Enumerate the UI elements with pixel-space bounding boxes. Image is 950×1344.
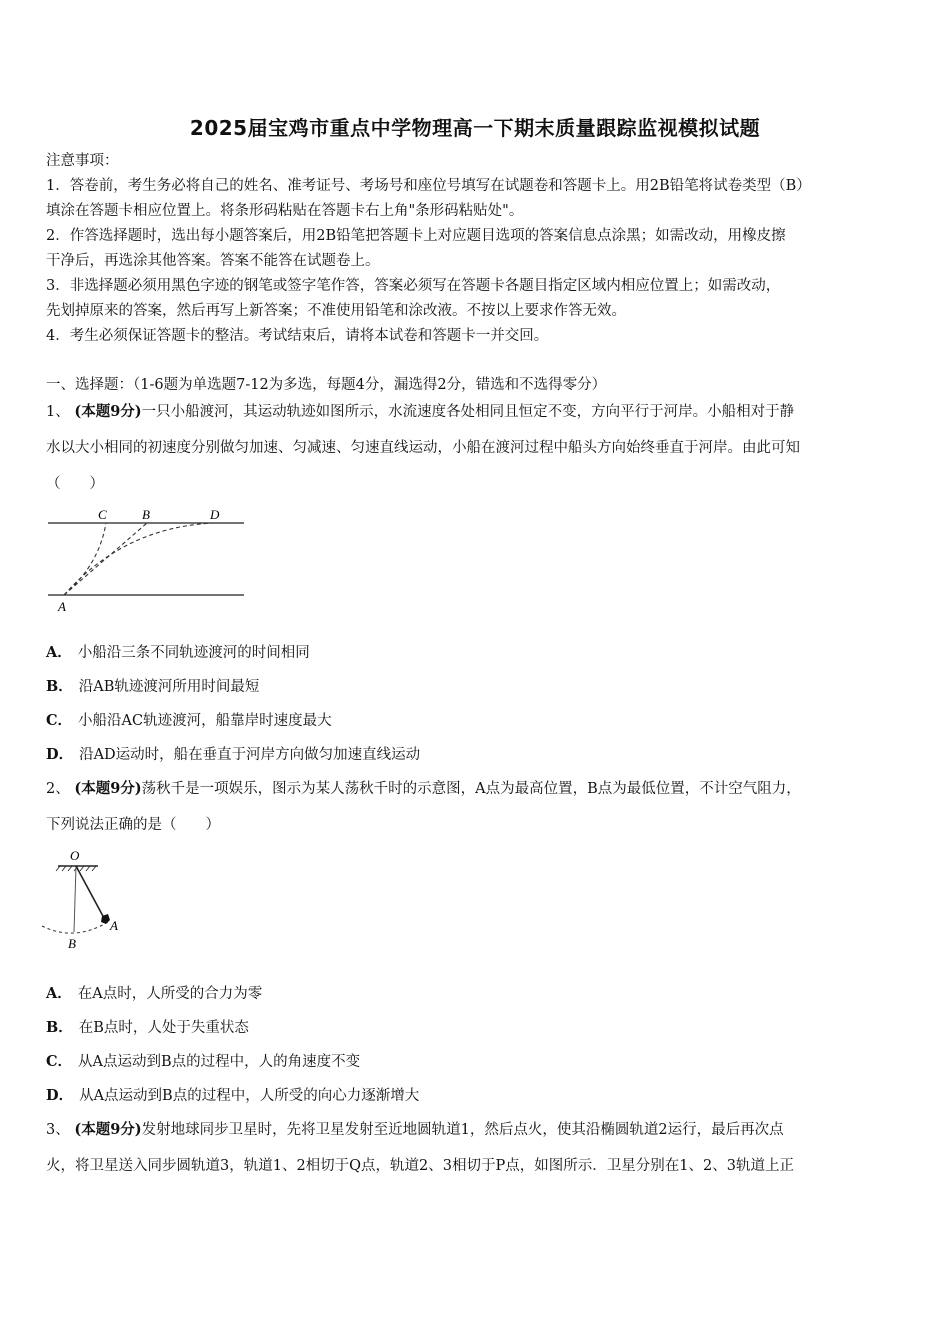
q1-option-a-text: 小船沿三条不同轨迹渡河的时间相同 — [77, 645, 310, 661]
q1-number: 1、 — [46, 404, 70, 420]
notice-line-1: 1．答卷前，考生务必将自己的姓名、准考证号、考场号和座位号填写在试题卷和答题卡上。用2B铅笔将试卷类型（B） — [46, 178, 811, 194]
notice-line-7: 4．考生必须保证答题卡的整洁。考试结束后，请将本试卷和答题卡一并交回。 — [46, 328, 549, 344]
label-b: B — [142, 507, 150, 522]
q2-option-b-text: 在B点时，人处于失重状态 — [78, 1020, 249, 1036]
q1-option-b-text: 沿AB轨迹渡河所用时间最短 — [78, 679, 260, 695]
q2-option-d-letter: D． — [46, 1087, 74, 1104]
q1-option-d-text: 沿AD运动时，船在垂直于河岸方向做匀加速直线运动 — [79, 747, 421, 763]
label-b: B — [68, 936, 76, 951]
q2-option-c-letter: C． — [46, 1053, 73, 1070]
label-a: A — [58, 599, 66, 614]
q2-option-a — [46, 984, 906, 1004]
q1-option-a-letter: A． — [46, 644, 72, 661]
q1-tag: (本题9分) — [74, 403, 142, 420]
q1-text-1: 一只小船渡河，其运动轨迹如图所示，水流速度各处相同且恒定不变，方向平行于河岸。小船相对于静 — [141, 404, 795, 420]
q2-swing-figure — [40, 846, 150, 956]
q3-line-2: 火，将卫星送入同步圆轨道3，轨道1、2相切于Q点，轨道2、3相切于P点，如图所示．卫星分别在1、2、3轨道上正 — [46, 1158, 794, 1174]
q2-option-a-letter: A． — [46, 985, 72, 1002]
q1-option-d — [46, 745, 906, 765]
trajectory-ad — [64, 523, 214, 595]
q2-option-c — [46, 1052, 906, 1072]
q1-option-c — [46, 711, 906, 731]
q2-text-1: 荡秋千是一项娱乐，图示为某人荡秋千时的示意图，A点为最高位置，B点为最低位置，不计空气阻力， — [141, 781, 801, 797]
q2-line-2: 下列说法正确的是（ ） — [46, 817, 220, 833]
trajectory-ab — [64, 523, 147, 595]
exam-title: 2025届宝鸡市重点中学物理高一下期末质量跟踪监视模拟试题 — [189, 116, 761, 140]
q2-option-d-text: 从A点运动到B点的过程中，人所受的向心力逐渐增大 — [79, 1088, 420, 1104]
label-o: O — [70, 848, 80, 863]
q1-river-figure — [44, 505, 254, 615]
q1-line-1 — [46, 402, 916, 422]
q2-option-d — [46, 1086, 906, 1106]
q2-tag: (本题9分) — [74, 780, 142, 797]
swing-arc — [42, 922, 108, 933]
q3-tag: (本题9分) — [74, 1121, 142, 1138]
section-heading: 一、选择题：（1-6题为单选题7-12为多选，每题4分，漏选得2分，错选和不选得零分） — [46, 377, 607, 393]
label-d: D — [210, 507, 220, 522]
q1-option-c-text: 小船沿AC轨迹渡河，船靠岸时速度最大 — [78, 713, 332, 729]
notice-line-4: 干净后，再选涂其他答案。答案不能答在试题卷上。 — [46, 253, 380, 269]
q1-option-a — [46, 643, 906, 663]
label-c: C — [98, 507, 107, 522]
notice-heading: 注意事项： — [46, 153, 119, 169]
q1-option-c-letter: C． — [46, 712, 73, 729]
rope-at-b — [74, 866, 76, 932]
q2-number: 2、 — [46, 781, 70, 797]
q2-line-1 — [46, 779, 916, 799]
q2-option-c-text: 从A点运动到B点的过程中，人的角速度不变 — [78, 1054, 361, 1070]
label-a: A — [110, 918, 118, 933]
q1-option-b-letter: B． — [46, 678, 73, 695]
notice-line-2: 填涂在答题卡相应位置上。将条形码粘贴在答题卡右上角"条形码粘贴处"。 — [46, 203, 524, 219]
trajectory-ac — [64, 523, 106, 595]
q2-option-b-letter: B． — [46, 1019, 73, 1036]
q1-line-2: 水以大小相同的初速度分别做匀加速、匀减速、匀速直线运动，小船在渡河过程中船头方向始终垂直于河岸。由此可知 — [46, 440, 800, 456]
rope-at-a — [76, 866, 104, 918]
q3-line-1 — [46, 1120, 916, 1140]
q1-line-3: （ ） — [46, 476, 104, 492]
q2-option-a-text: 在A点时，人所受的合力为零 — [77, 986, 263, 1002]
q2-option-b — [46, 1018, 906, 1038]
q3-number: 3、 — [46, 1122, 70, 1138]
q1-option-d-letter: D． — [46, 746, 74, 763]
notice-line-5: 3．非选择题必须用黑色字迹的钢笔或签字笔作答，答案必须写在答题卡各题目指定区域内相应位置上；如需改动， — [46, 278, 781, 294]
q1-option-b — [46, 677, 906, 697]
notice-line-6: 先划掉原来的答案，然后再写上新答案；不准使用铅笔和涂改液。不按以上要求作答无效。 — [46, 303, 626, 319]
notice-line-3: 2．作答选择题时，选出每小题答案后，用2B铅笔把答题卡上对应题目选项的答案信息点涂黑；如需改动，用橡皮擦 — [46, 228, 786, 244]
q3-text-1: 发射地球同步卫星时，先将卫星发射至近地圆轨道1，然后点火，使其沿椭圆轨道2运行，最后再次点 — [141, 1122, 784, 1138]
